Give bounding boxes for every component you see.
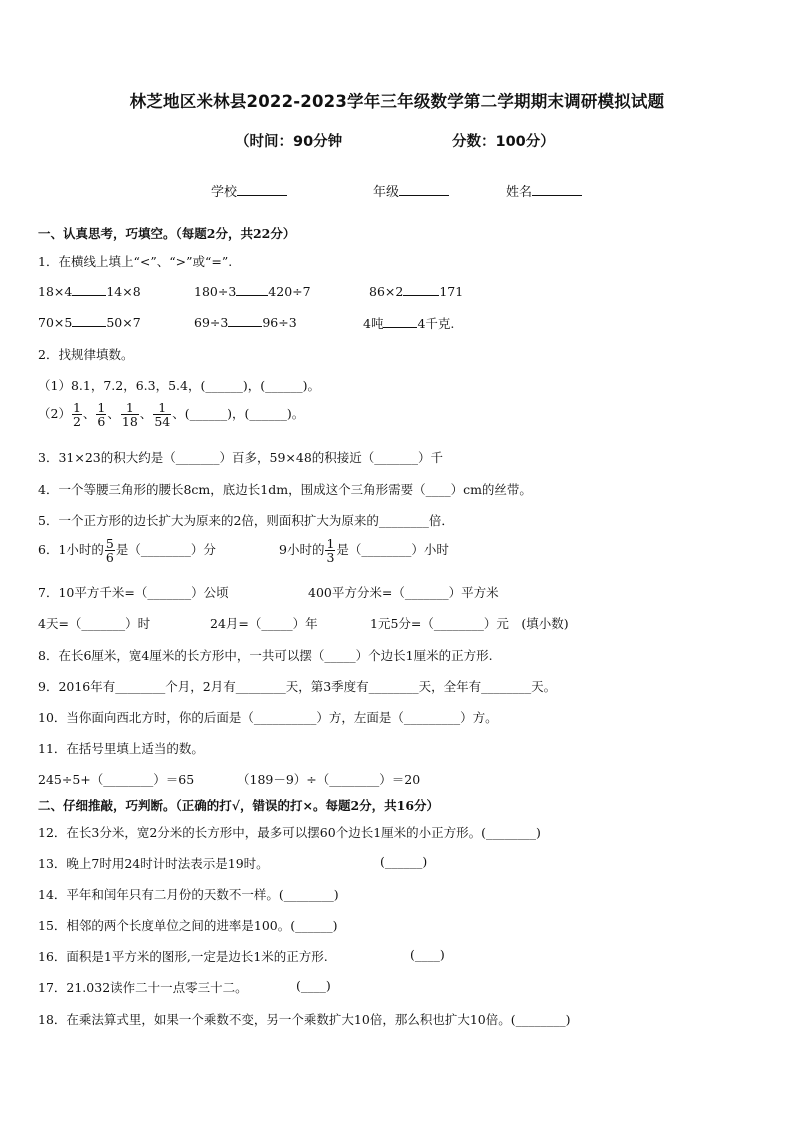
q3-text: 3．31×23的积大约是（_______）百多，59×48的积接近（_______）千 — [38, 450, 444, 465]
q1-text: 1．在横线上填上“<”、“>”或“=”. — [38, 254, 233, 269]
fraction-numerator: 1 — [72, 400, 81, 415]
section1-heading: 一、认真思考，巧填空。（每题2分，共22分） — [38, 226, 296, 241]
q12-text: 12．在长3分米，宽2分米的长方形中，最多可以摆60个边长1厘米的小正方形。(________) — [38, 825, 541, 840]
q17-answer-blank[interactable]: (____) — [296, 978, 331, 993]
q6-b-suffix: 是（________）小时 — [336, 542, 449, 558]
q1-r2b-right: 96÷3 — [262, 315, 297, 330]
fraction — [325, 537, 335, 564]
q6-part-a — [38, 537, 216, 564]
q6-b-prefix: 9小时的 — [279, 542, 325, 558]
fraction-denominator: 54 — [154, 414, 171, 430]
q16-text: 16．面积是1平方米的图形,一定是边长1米的正方形. — [38, 949, 328, 964]
separator: 、 — [139, 406, 153, 422]
q14-text: 14．平年和闰年只有二月份的天数不一样。(________) — [38, 887, 339, 902]
fraction-denominator: 18 — [121, 414, 138, 430]
school-blank[interactable] — [237, 183, 287, 196]
exam-title: 林芝地区米林县2022-2023学年三年级数学第二学期期末调研模拟试题 — [129, 92, 665, 111]
q7-part-b: 400平方分米=（_______）平方米 — [308, 585, 499, 600]
q7-part-c: 4天=（_______）时 — [38, 616, 151, 631]
q1-r1c-right: 171 — [439, 284, 464, 299]
q1-r2a-right: 50×7 — [106, 315, 141, 330]
fraction-numerator: 1 — [153, 401, 171, 415]
name-field — [506, 181, 582, 200]
q2-part2 — [38, 401, 304, 428]
q1-row1-a — [38, 283, 141, 299]
q8-text: 8．在长6厘米，宽4厘米的长方形中，一共可以摆（_____）个边长1厘米的正方形. — [38, 648, 493, 663]
q16-answer-blank[interactable]: (____) — [410, 947, 445, 962]
exam-score: 分数：100分） — [452, 134, 555, 150]
q2-text: 2．找规律填数。 — [38, 347, 134, 362]
fraction — [72, 401, 82, 428]
q13-text: 13．晚上7时用24时计时法表示是19时。 — [38, 856, 269, 871]
q1-r1b-left: 180÷3 — [194, 284, 237, 299]
q7-part-d: 24月=（_____）年 — [210, 616, 318, 631]
q6-a-suffix: 是（________）分 — [115, 542, 216, 558]
separator: 、 — [82, 406, 96, 422]
q1-row1-c — [369, 283, 463, 299]
q1-r2c-right: 4千克. — [417, 316, 455, 331]
answer-blank[interactable] — [403, 283, 439, 296]
answer-blank[interactable] — [236, 283, 268, 296]
fraction-numerator: 1 — [326, 536, 335, 551]
grade-blank[interactable] — [399, 183, 449, 196]
q10-text: 10．当你面向西北方时，你的后面是（__________）方，左面是（_________）方。 — [38, 710, 498, 725]
q17-text: 17．21.032读作二十一点零三十二。 — [38, 980, 248, 995]
q15-text: 15．相邻的两个长度单位之间的进率是100。(______) — [38, 918, 338, 933]
answer-blank[interactable] — [72, 314, 106, 327]
q1-row2-b — [194, 314, 297, 330]
q11-part-b: （189－9）÷（________）＝20 — [237, 772, 421, 787]
q1-r1b-right: 420÷7 — [268, 284, 311, 299]
section2-heading: 二、仔细推敲，巧判断。（正确的打√，错误的打×。每题2分，共16分） — [38, 798, 440, 813]
fraction-denominator: 3 — [326, 550, 335, 566]
school-field — [211, 181, 287, 200]
fraction-denominator: 6 — [105, 550, 114, 566]
q11-text: 11．在括号里填上适当的数。 — [38, 741, 204, 756]
separator: 、 — [107, 406, 120, 422]
q13-answer-blank[interactable]: (______) — [380, 854, 428, 869]
fraction-numerator: 1 — [121, 401, 139, 415]
q1-r2a-left: 70×5 — [38, 315, 73, 330]
fraction — [105, 537, 115, 564]
fraction — [121, 401, 139, 428]
q4-text: 4．一个等腰三角形的腰长8cm，底边长1dm，围成这个三角形需要（____）cm的丝带。 — [38, 482, 532, 497]
q18-text: 18．在乘法算式里，如果一个乘数不变，另一个乘数扩大10倍，那么积也扩大10倍。(________) — [38, 1012, 571, 1027]
q6-a-prefix: 6．1小时的 — [38, 542, 104, 558]
fraction-numerator: 5 — [105, 536, 114, 551]
q1-r2c-left: 4吨 — [363, 316, 384, 331]
q1-row2-c — [363, 314, 454, 332]
fraction — [153, 401, 171, 428]
q2-p2-suffix: 、(______)，(______)。 — [172, 406, 305, 422]
q1-r2b-left: 69÷3 — [194, 315, 229, 330]
grade-field — [373, 181, 449, 200]
q1-r1a-left: 18×4 — [38, 284, 73, 299]
answer-blank[interactable] — [228, 314, 262, 327]
fraction-denominator: 6 — [97, 414, 106, 430]
q6-part-b — [279, 537, 449, 564]
q1-row1-b — [194, 283, 311, 299]
answer-blank[interactable] — [383, 315, 417, 328]
name-label: 姓名 — [506, 185, 533, 200]
exam-time: （时间：90分钟 — [235, 134, 343, 150]
q5-text: 5．一个正方形的边长扩大为原来的2倍，则面积扩大为原来的________倍． — [38, 513, 454, 528]
school-label: 学校 — [211, 185, 238, 200]
answer-blank[interactable] — [72, 283, 106, 296]
fraction-denominator: 2 — [72, 414, 81, 430]
fraction-numerator: 1 — [97, 400, 106, 415]
q11-part-a: 245÷5+（________）＝65 — [38, 772, 195, 787]
q2-p2-prefix: （2） — [38, 406, 71, 422]
q7-part-e: 1元5分=（________）元 (填小数) — [370, 616, 569, 631]
q1-row2-a — [38, 314, 141, 330]
name-blank[interactable] — [532, 183, 582, 196]
q7-part-a: 7．10平方千米=（_______）公顷 — [38, 585, 229, 600]
grade-label: 年级 — [373, 185, 400, 200]
q1-r1c-left: 86×2 — [369, 284, 404, 299]
fraction — [96, 401, 106, 428]
q2-part1: （1）8.1，7.2，6.3，5.4，(______)，(______)。 — [38, 378, 320, 393]
q9-text: 9．2016年有________个月，2月有________天，第3季度有________天，全年有________天。 — [38, 679, 557, 694]
q1-r1a-right: 14×8 — [106, 284, 141, 299]
